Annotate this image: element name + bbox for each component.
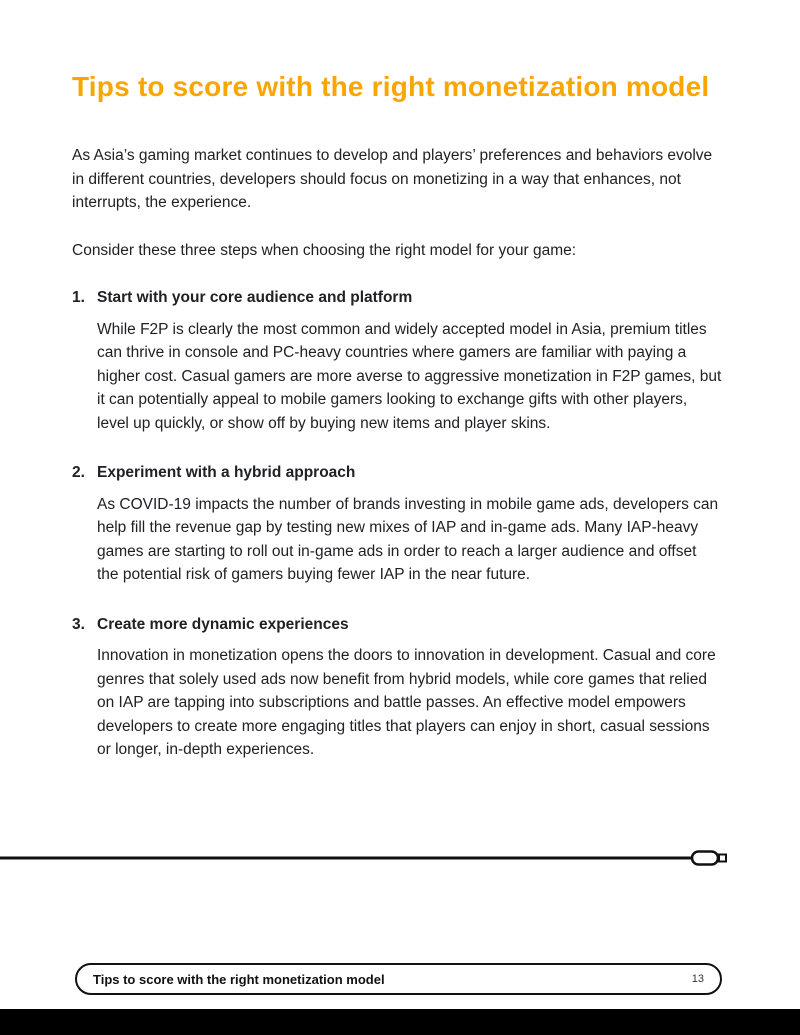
step-number: 2. bbox=[72, 464, 85, 481]
section-divider bbox=[0, 845, 800, 871]
step-number: 1. bbox=[72, 289, 85, 306]
step-content bbox=[97, 461, 722, 587]
step-heading: Start with your core audience and platform bbox=[97, 289, 413, 306]
footer-title-bar bbox=[75, 963, 722, 995]
step-heading: Experiment with a hybrid approach bbox=[97, 464, 356, 481]
step-body: While F2P is clearly the most common and widely accepted model in Asia, premium titles can thrive in console and PC-heavy countries where gamers are familiar with paying a higher cost. Casual gamers are more averse to aggressive monetization in F2P games, but it can potentially appeal to mobile gamers looking to exchange gifts with other players, level up quickly, or show off by buying new items and player skins. bbox=[97, 320, 722, 432]
steps-list bbox=[72, 286, 722, 762]
step-body: As COVID-19 impacts the number of brands investing in mobile game ads, developers can help fill the revenue gap by testing new mixes of IAP and in-game ads. Many IAP-heavy games are starting to roll out in-game ads in order to reach a larger audience and offset the potential risk of gamers buying fewer IAP in the near future. bbox=[97, 495, 719, 583]
page-content bbox=[72, 70, 722, 788]
step-item bbox=[72, 286, 722, 435]
footer-title: Tips to score with the right monetization model bbox=[93, 971, 385, 987]
intro-paragraph-2: Consider these three steps when choosing the right model for your game: bbox=[72, 241, 577, 259]
cable-connector-icon bbox=[0, 845, 800, 871]
step-heading: Create more dynamic experiences bbox=[97, 615, 349, 633]
page-title: Tips to score with the right monetization model bbox=[72, 71, 710, 102]
bottom-bar bbox=[0, 1009, 800, 1035]
step-content bbox=[97, 286, 722, 435]
intro-paragraph-1: As Asia’s gaming market continues to develop and players’ preferences and behaviors evolve in different countries, developers should focus on monetizing in a way that enhances, not interrupts, the experience. bbox=[72, 147, 713, 211]
step-body: Innovation in monetization opens the doors to innovation in development. Casual and core genres that solely used ads now benefit from hybrid models, while core games that relied on IAP are tapping into subscriptions and battle passes. An effective model empowers developers to create more engaging titles that players can enjoy in short, casual sessions or longer, in-depth experiences. bbox=[97, 647, 716, 758]
page-number: 13 bbox=[691, 973, 704, 985]
step-content bbox=[97, 613, 722, 762]
step-number: 3. bbox=[72, 615, 85, 633]
step-item bbox=[72, 613, 722, 762]
step-item bbox=[72, 461, 722, 587]
